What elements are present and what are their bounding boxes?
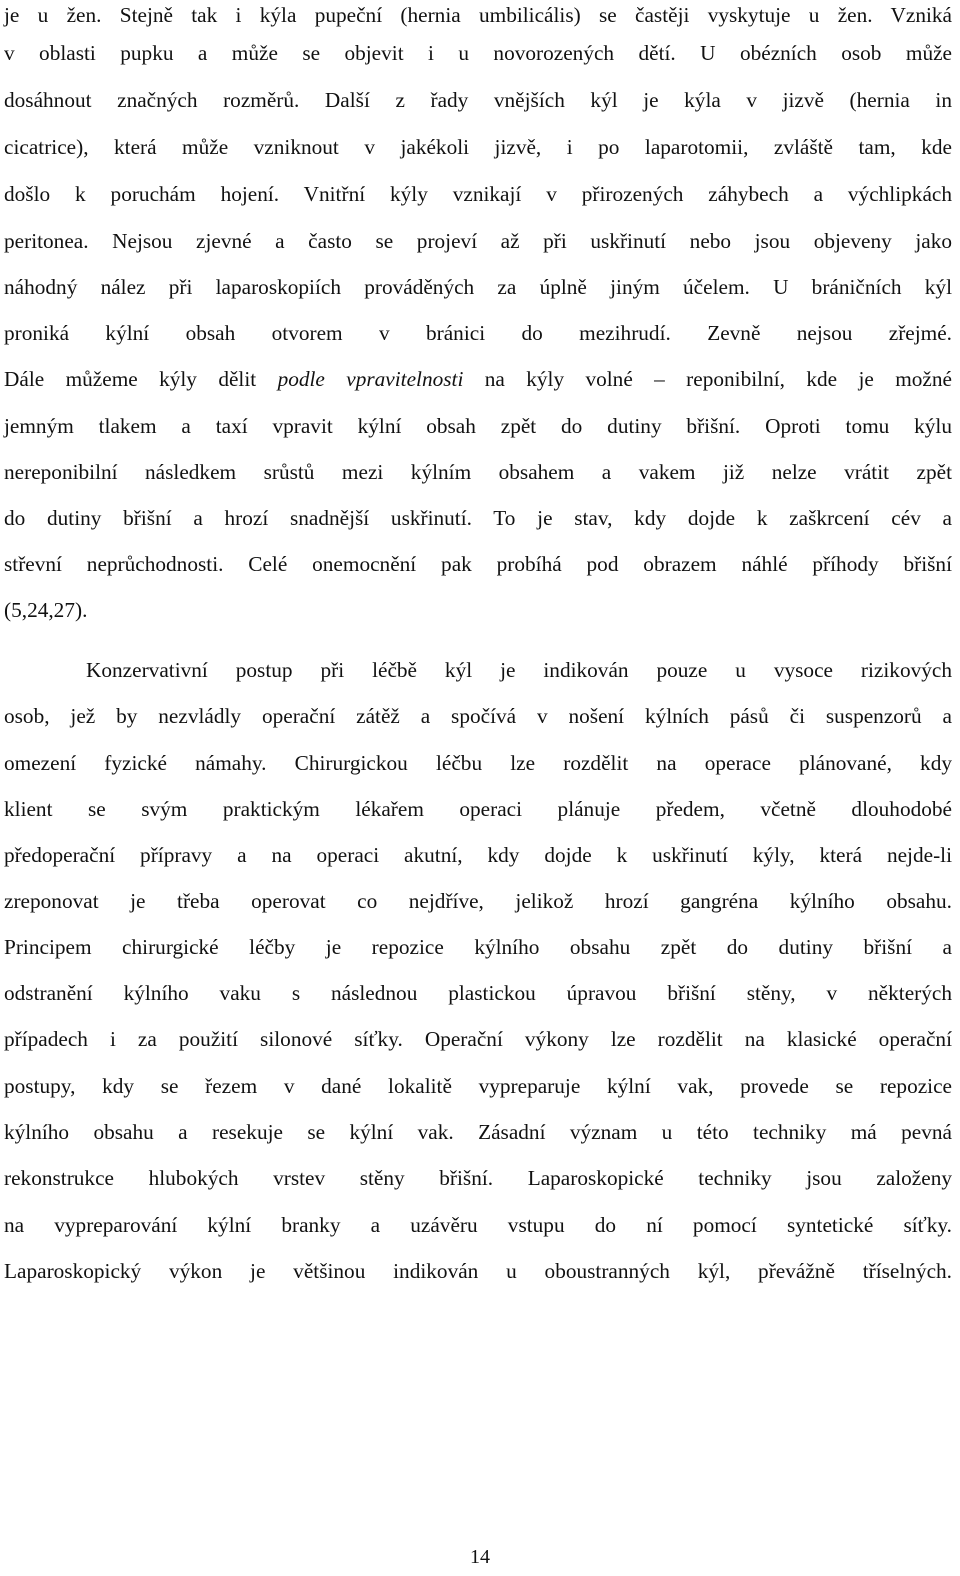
text-line: případech i za použití silonové síťky. Operační výkony lze rozdělit na klasické operační [4,1027,952,1051]
page-number: 14 [470,1546,490,1568]
text-line: do dutiny břišní a hrozí snadnější uskřinutí. To je stav, kdy dojde k zaškrcení cév a [4,506,952,530]
text-line: zreponovat je třeba operovat co nejdříve, jelikož hrozí gangréna kýlního obsahu. [4,889,952,913]
text-segment: Dále můžeme kýly dělit [4,367,278,391]
text-line: střevní neprůchodnosti. Celé onemocnění pak probíhá pod obrazem náhlé příhody břišní [4,552,952,576]
text-line: (5,24,27). [4,598,88,622]
text-line: kýlního obsahu a resekuje se kýlní vak. Zásadní význam u této techniky má pevná [4,1120,952,1144]
text-line: Principem chirurgické léčby je repozice kýlního obsahu zpět do dutiny břišní a [4,935,952,959]
text-line: rekonstrukce hlubokých vrstev stěny břišní. Laparoskopické techniky jsou založeny [4,1166,952,1190]
text-line: nereponibilní následkem srůstů mezi kýlním obsahem a vakem již nelze vrátit zpět [4,460,952,484]
text-line: Laparoskopický výkon je většinou indikován u oboustranných kýl, převážně tříselných. [4,1259,952,1283]
text-line: cicatrice), která může vzniknout v jakékoli jizvě, i po laparotomii, zvláště tam, kde [4,135,952,159]
text-line: postupy, kdy se řezem v dané lokalitě vypreparuje kýlní vak, provede se repozice [4,1074,952,1098]
text-line: v oblasti pupku a může se objevit i u novorozených dětí. U obézních osob může [4,41,952,65]
text-line: peritonea. Nejsou zjevné a často se projeví až při uskřinutí nebo jsou objeveny jako [4,229,952,253]
text-line: je u žen. Stejně tak i kýla pupeční (hernia umbilicális) se častěji vyskytuje u žen. Vzniká [4,3,952,27]
text-line: došlo k poruchám hojení. Vnitřní kýly vznikají v přirozených záhybech a výchlipkách [4,182,952,206]
text-line: náhodný nález při laparoskopiích prováděných za úplně jiným účelem. U bráničních kýl [4,275,952,299]
text-line: dosáhnout značných rozměrů. Další z řady vnějších kýl je kýla v jizvě (hernia in [4,88,952,112]
text-line: předoperační přípravy a na operaci akutní, kdy dojde k uskřinutí kýly, která nejde-li [4,843,952,867]
paragraph-first-line: Konzervativní postup při léčbě kýl je indikován pouze u vysoce rizikových [86,658,952,682]
text-line: odstranění kýlního vaku s následnou plastickou úpravou břišní stěny, v některých [4,981,952,1005]
text-line: osob, jež by nezvládly operační zátěž a spočívá v nošení kýlních pásů či suspenzorů a [4,704,952,728]
text-segment: na kýly volné – reponibilní, kde je možné [463,367,952,391]
text-line: na vypreparování kýlní branky a uzávěru vstupu do ní pomocí syntetické síťky. [4,1213,952,1237]
emphasis-text: podle vpravitelnosti [277,367,464,391]
text-line: omezení fyzické námahy. Chirurgickou léčbu lze rozdělit na operace plánované, kdy [4,751,952,775]
text-line: jemným tlakem a taxí vpravit kýlní obsah zpět do dutiny břišní. Oproti tomu kýlu [4,414,952,438]
text-line: klient se svým praktickým lékařem operaci plánuje předem, včetně dlouhodobé [4,797,952,821]
text-line-with-emphasis [4,364,952,394]
text-line: proniká kýlní obsah otvorem v bránici do mezihrudí. Zevně nejsou zřejmé. [4,321,952,345]
